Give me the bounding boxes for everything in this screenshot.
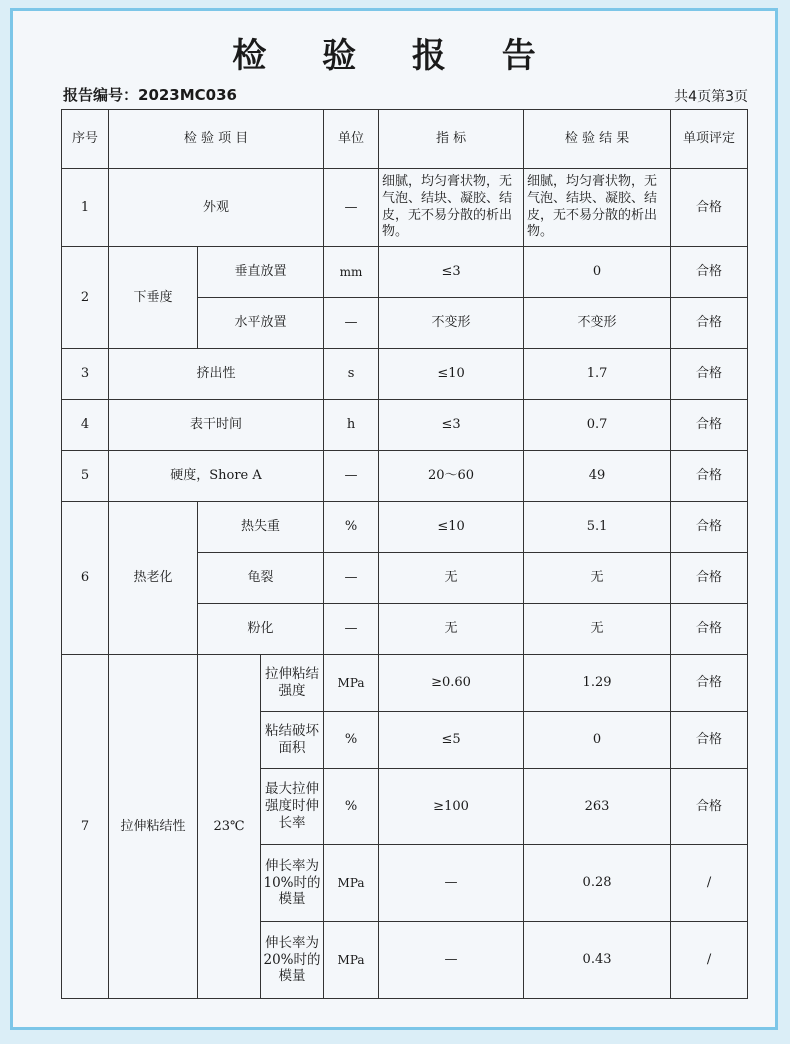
row-judge: 合格 [671,247,748,298]
row-indicator: ≥100 [379,769,524,845]
row-judge: 合格 [671,553,748,604]
row-item: 下垂度 [109,247,198,349]
row-result: 0.28 [524,845,671,922]
inspection-table [61,109,748,999]
row-result: 0 [524,247,671,298]
row-indicator: ≤3 [379,400,524,451]
row-unit: — [324,451,379,502]
row-unit: % [324,769,379,845]
header-indicator: 指 标 [379,110,524,169]
row-subitem: 垂直放置 [198,247,324,298]
row-unit: % [324,502,379,553]
row-judge: 合格 [671,712,748,769]
table-row [62,169,748,247]
row-unit: MPa [324,922,379,999]
row-result: 263 [524,769,671,845]
report-title: 检 验 报 告 [232,36,558,76]
header-seq: 序号 [62,110,109,169]
row-seq: 7 [62,655,109,999]
header-judge: 单项评定 [671,110,748,169]
row-result: 0 [524,712,671,769]
row-seq: 3 [62,349,109,400]
page-info: 共4页第3页 [674,89,748,105]
row-subitem: 粘结破坏面积 [261,712,324,769]
row-indicator: ≤10 [379,349,524,400]
table-row [62,655,748,712]
table-row [62,502,748,553]
row-item: 拉伸粘结性 [109,655,198,999]
row-subitem: 水平放置 [198,298,324,349]
row-result: 1.7 [524,349,671,400]
row-indicator: — [379,922,524,999]
row-judge: 合格 [671,502,748,553]
row-seq: 4 [62,400,109,451]
row-judge: 合格 [671,655,748,712]
row-judge: / [671,922,748,999]
row-judge: 合格 [671,169,748,247]
row-seq: 2 [62,247,109,349]
row-judge: 合格 [671,349,748,400]
row-seq: 5 [62,451,109,502]
row-result: 无 [524,604,671,655]
row-subitem: 伸长率为10%时的模量 [261,845,324,922]
row-subitem: 粉化 [198,604,324,655]
row-result: 无 [524,553,671,604]
row-subitem: 最大拉伸强度时伸长率 [261,769,324,845]
table-row [62,247,748,298]
report-number: 报告编号：2023MC036 [63,86,237,104]
table-row [62,400,748,451]
row-indicator: — [379,845,524,922]
row-unit: mm [324,247,379,298]
row-subitem: 热失重 [198,502,324,553]
row-seq: 6 [62,502,109,655]
row-judge: 合格 [671,451,748,502]
row-item: 热老化 [109,502,198,655]
row-indicator: 细腻，均匀膏状物，无气泡、结块、凝胶、结皮，无不易分散的析出物。 [379,169,524,247]
row-unit: — [324,553,379,604]
row-item: 挤出性 [109,349,324,400]
row-judge: 合格 [671,298,748,349]
table-header-row [62,110,748,169]
row-indicator: ≥0.60 [379,655,524,712]
table-row [62,451,748,502]
row-judge: / [671,845,748,922]
row-result: 0.7 [524,400,671,451]
row-seq: 1 [62,169,109,247]
row-unit: % [324,712,379,769]
row-indicator: ≤5 [379,712,524,769]
row-result: 1.29 [524,655,671,712]
row-indicator: 20～60 [379,451,524,502]
row-unit: h [324,400,379,451]
row-result: 49 [524,451,671,502]
header-unit: 单位 [324,110,379,169]
row-indicator: ≤10 [379,502,524,553]
row-judge: 合格 [671,769,748,845]
row-subitem: 伸长率为20%时的模量 [261,922,324,999]
table-row [62,349,748,400]
row-unit: — [324,298,379,349]
row-unit: — [324,169,379,247]
row-judge: 合格 [671,604,748,655]
row-indicator: 无 [379,604,524,655]
row-unit: MPa [324,845,379,922]
row-result: 不变形 [524,298,671,349]
row-item: 外观 [109,169,324,247]
row-result: 5.1 [524,502,671,553]
row-judge: 合格 [671,400,748,451]
row-subitem: 拉伸粘结强度 [261,655,324,712]
row-unit: s [324,349,379,400]
row-unit: MPa [324,655,379,712]
row-result: 0.43 [524,922,671,999]
row-indicator: 不变形 [379,298,524,349]
header-item: 检 验 项 目 [109,110,324,169]
row-item: 表干时间 [109,400,324,451]
row-indicator: 无 [379,553,524,604]
row-unit: — [324,604,379,655]
header-result: 检 验 结 果 [524,110,671,169]
row-temperature: 23℃ [198,655,261,999]
row-indicator: ≤3 [379,247,524,298]
row-subitem: 龟裂 [198,553,324,604]
row-result: 细腻，均匀膏状物，无气泡、结块、凝胶、结皮，无不易分散的析出物。 [524,169,671,247]
row-item: 硬度，Shore A [109,451,324,502]
